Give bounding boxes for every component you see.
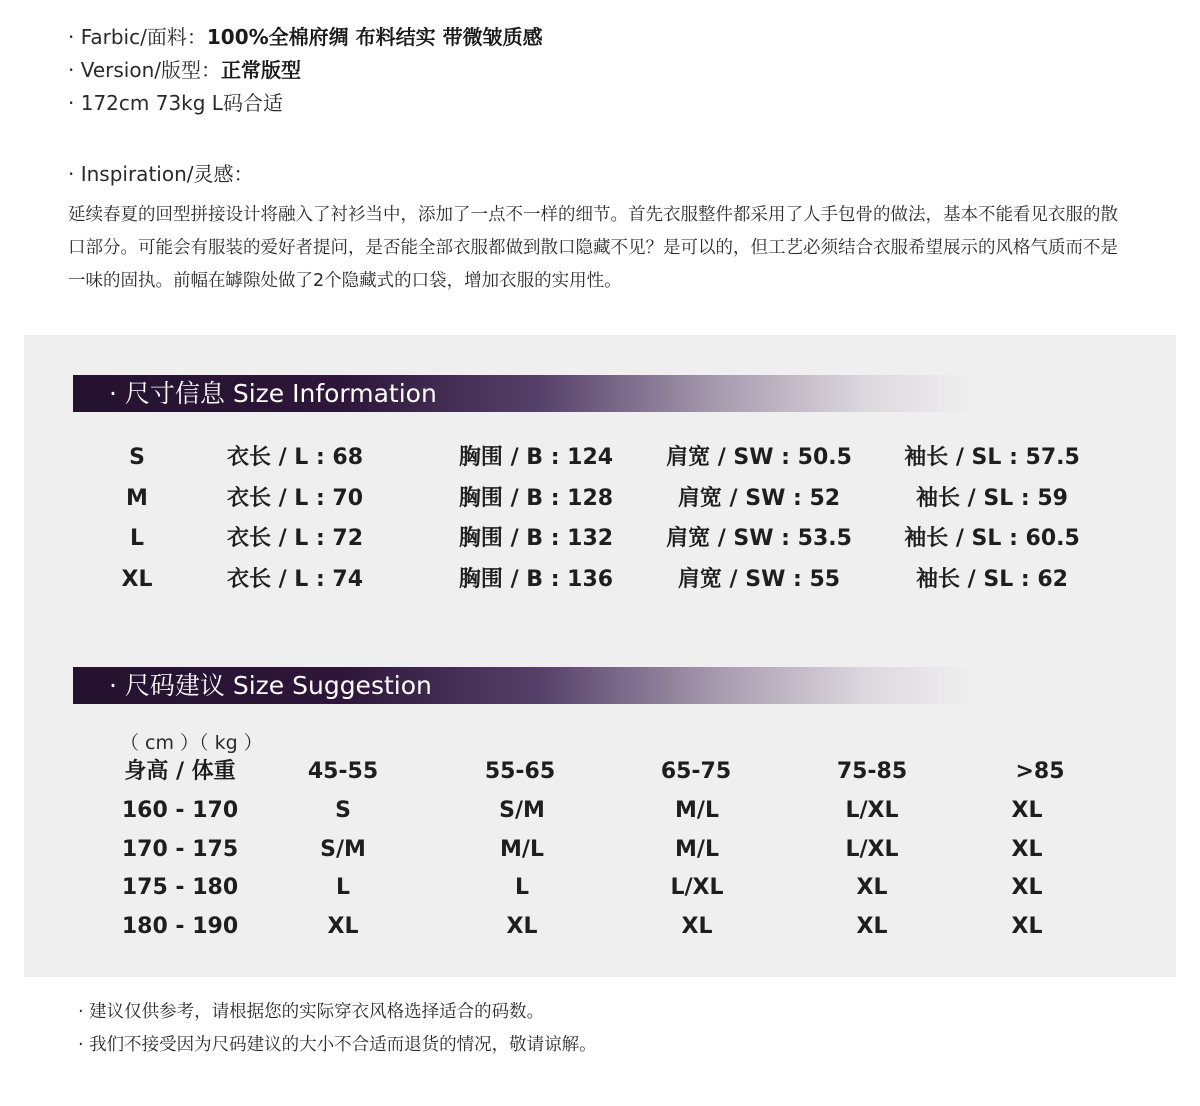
chest-value: 胸围 / B : 136 [458,567,614,592]
size-label: XL [121,567,153,592]
length-value: 衣长 / L : 72 [226,526,364,551]
weight-range-header: 55-65 [484,759,556,784]
suggested-size: L/XL [670,875,724,900]
size-info-title: · 尺寸信息 Size Information [109,379,437,408]
height-range: 160 - 170 [121,798,239,823]
size-suggestion-header [73,667,973,704]
chest-value: 胸围 / B : 128 [458,486,614,511]
suggested-size: L [514,875,530,900]
note-no-return: · 我们不接受因为尺码建议的大小不合适而退货的情况，敬请谅解。 [78,1035,597,1055]
shoulder-value: 肩宽 / SW : 53.5 [666,526,852,551]
suggested-size: S [335,798,351,823]
version-line [68,57,301,83]
suggested-size: XL [506,914,538,939]
suggested-size: M/L [675,798,719,823]
version-label: · Version/版型： [68,58,221,82]
suggested-size: XL [1011,837,1043,862]
shoulder-value: 肩宽 / SW : 55 [677,567,841,592]
height-range: 175 - 180 [121,875,239,900]
fabric-label: · Farbic/面料： [68,25,207,49]
size-label: L [129,526,145,551]
suggested-size: M/L [675,837,719,862]
suggested-size: M/L [500,837,544,862]
inspiration-paragraph: 延续春夏的回型拼接设计将融入了衬衫当中，添加了一点不一样的细节。首先衣服整件都采用了人手包骨的做法，基本不能看见衣服的散口部分。可能会有服装的爱好者提问，是否能全部衣服都做到散口隐藏不见？是可以的，但工艺必须结合衣服希望展示的风格气质而不是一味的固执。前幅在罅隙处做了2个隐藏式的口袋，增加衣服的实用性。 [68,205,1118,291]
model-fit-line: · 172cm 73kg L码合适 [68,91,283,115]
height-range: 180 - 190 [121,914,239,939]
suggested-size: L/XL [845,798,899,823]
suggested-size: XL [1011,914,1043,939]
version-value: 正常版型 [221,58,301,82]
size-suggestion-title: · 尺码建议 Size Suggestion [109,671,432,700]
length-value: 衣长 / L : 70 [226,486,364,511]
height-range: 170 - 175 [121,837,239,862]
note-reference: · 建议仅供参考，请根据您的实际穿衣风格选择适合的码数。 [78,1002,545,1022]
shoulder-value: 肩宽 / SW : 52 [677,486,841,511]
chest-value: 胸围 / B : 132 [458,526,614,551]
suggested-size: L [335,875,351,900]
suggested-size: XL [681,914,713,939]
sleeve-value: 袖长 / SL : 62 [916,567,1068,592]
weight-range-header: >85 [1015,759,1065,784]
sleeve-value: 袖长 / SL : 60.5 [904,526,1080,551]
inspiration-label: · Inspiration/灵感： [68,162,254,186]
suggested-size: XL [327,914,359,939]
shoulder-value: 肩宽 / SW : 50.5 [666,445,852,470]
suggested-size: S/M [499,798,545,823]
size-label: S [129,445,145,470]
length-value: 衣长 / L : 68 [226,445,364,470]
suggested-size: S/M [320,837,366,862]
height-weight-header: 身高 / 体重 [124,759,236,784]
sleeve-value: 袖长 / SL : 57.5 [904,445,1080,470]
suggested-size: XL [856,875,888,900]
fabric-line [68,24,543,50]
sleeve-value: 袖长 / SL : 59 [916,486,1068,511]
chest-value: 胸围 / B : 124 [458,445,614,470]
suggested-size: XL [856,914,888,939]
fabric-value: 100%全棉府绸 布料结实 带微皱质感 [206,25,543,49]
weight-range-header: 75-85 [836,759,908,784]
units-label: （ cm ）（ kg ） [120,732,263,754]
length-value: 衣长 / L : 74 [226,567,364,592]
suggested-size: L/XL [845,837,899,862]
suggested-size: XL [1011,798,1043,823]
size-info-header [73,375,973,412]
suggested-size: XL [1011,875,1043,900]
weight-range-header: 65-75 [660,759,732,784]
size-label: M [126,486,148,511]
weight-range-header: 45-55 [307,759,379,784]
